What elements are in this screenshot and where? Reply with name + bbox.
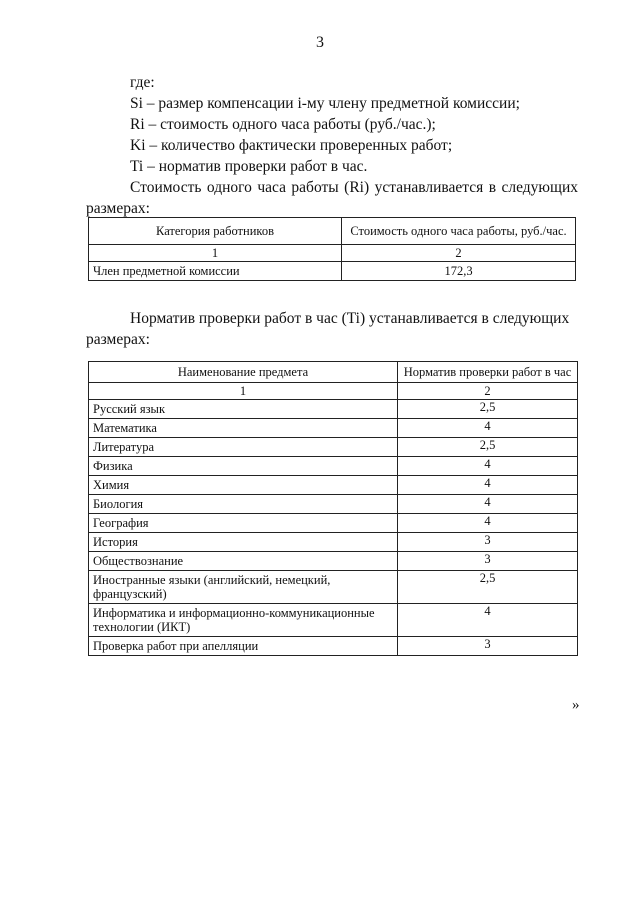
subject-cell: Литература	[89, 438, 398, 457]
norm-cell: 4	[398, 457, 578, 476]
norm-cell: 4	[398, 604, 578, 637]
table-header-row	[89, 218, 576, 245]
cost-paragraph-line-2: размерах:	[86, 200, 150, 217]
subject-cell: Биология	[89, 495, 398, 514]
legend-si: Si – размер компенсации i-му члену предметной комиссии;	[130, 95, 520, 112]
table-row	[89, 400, 578, 419]
norm-paragraph	[86, 308, 578, 350]
grading-norm-table	[88, 361, 578, 656]
table-row	[89, 419, 578, 438]
norm-cell: 4	[398, 514, 578, 533]
column-header-norm: Норматив проверки работ в час	[398, 362, 578, 383]
subject-cell: География	[89, 514, 398, 533]
norm-cell: 4	[398, 419, 578, 438]
column-header-cost: Стоимость одного часа работы, руб./час.	[342, 218, 576, 245]
table-row	[89, 533, 578, 552]
norm-paragraph-line-2: размерах:	[86, 331, 150, 348]
column-header-category: Категория работников	[89, 218, 342, 245]
table-row	[89, 262, 576, 281]
cost-cell: 172,3	[342, 262, 576, 281]
subject-cell: Обществознание	[89, 552, 398, 571]
norm-cell: 3	[398, 637, 578, 656]
subject-cell: Проверка работ при апелляции	[89, 637, 398, 656]
subject-cell: Информатика и информационно-коммуникационные технологии (ИКТ)	[89, 604, 398, 637]
page-number: 3	[316, 34, 324, 51]
table-row	[89, 457, 578, 476]
cost-paragraph-line-1: Стоимость одного часа работы (Ri) устанавливается в следующих	[130, 179, 578, 196]
norm-cell: 2,5	[398, 571, 578, 604]
subject-cell: Математика	[89, 419, 398, 438]
norm-cell: 3	[398, 533, 578, 552]
table-row	[89, 495, 578, 514]
subject-cell: Физика	[89, 457, 398, 476]
norm-cell: 2,5	[398, 400, 578, 419]
legend-ri: Ri – стоимость одного часа работы (руб./час.);	[130, 116, 436, 133]
category-cell: Член предметной комиссии	[89, 262, 342, 281]
hourly-cost-table	[88, 217, 576, 281]
legend-ti: Ti – норматив проверки работ в час.	[130, 158, 368, 175]
table-row	[89, 476, 578, 495]
closing-quote: »	[572, 697, 580, 713]
formula-legend	[86, 72, 578, 219]
column-number: 2	[398, 383, 578, 400]
table-row	[89, 552, 578, 571]
subject-cell: Иностранные языки (английский, немецкий, французский)	[89, 571, 398, 604]
table-row	[89, 438, 578, 457]
table-row	[89, 514, 578, 533]
column-number: 1	[89, 245, 342, 262]
norm-cell: 4	[398, 476, 578, 495]
subject-cell: Русский язык	[89, 400, 398, 419]
column-number: 1	[89, 383, 398, 400]
norm-cell: 2,5	[398, 438, 578, 457]
column-number-row	[89, 383, 578, 400]
norm-cell: 4	[398, 495, 578, 514]
subject-cell: История	[89, 533, 398, 552]
column-header-subject: Наименование предмета	[89, 362, 398, 383]
table-row	[89, 637, 578, 656]
table-row	[89, 571, 578, 604]
legend-where: где:	[130, 74, 155, 91]
column-number: 2	[342, 245, 576, 262]
table-row	[89, 604, 578, 637]
legend-ki: Ki – количество фактически проверенных работ;	[130, 137, 453, 154]
norm-paragraph-line-1: Норматив проверки работ в час (Ti) устанавливается в следующих	[130, 310, 570, 327]
subject-cell: Химия	[89, 476, 398, 495]
table-header-row	[89, 362, 578, 383]
column-number-row	[89, 245, 576, 262]
norm-cell: 3	[398, 552, 578, 571]
